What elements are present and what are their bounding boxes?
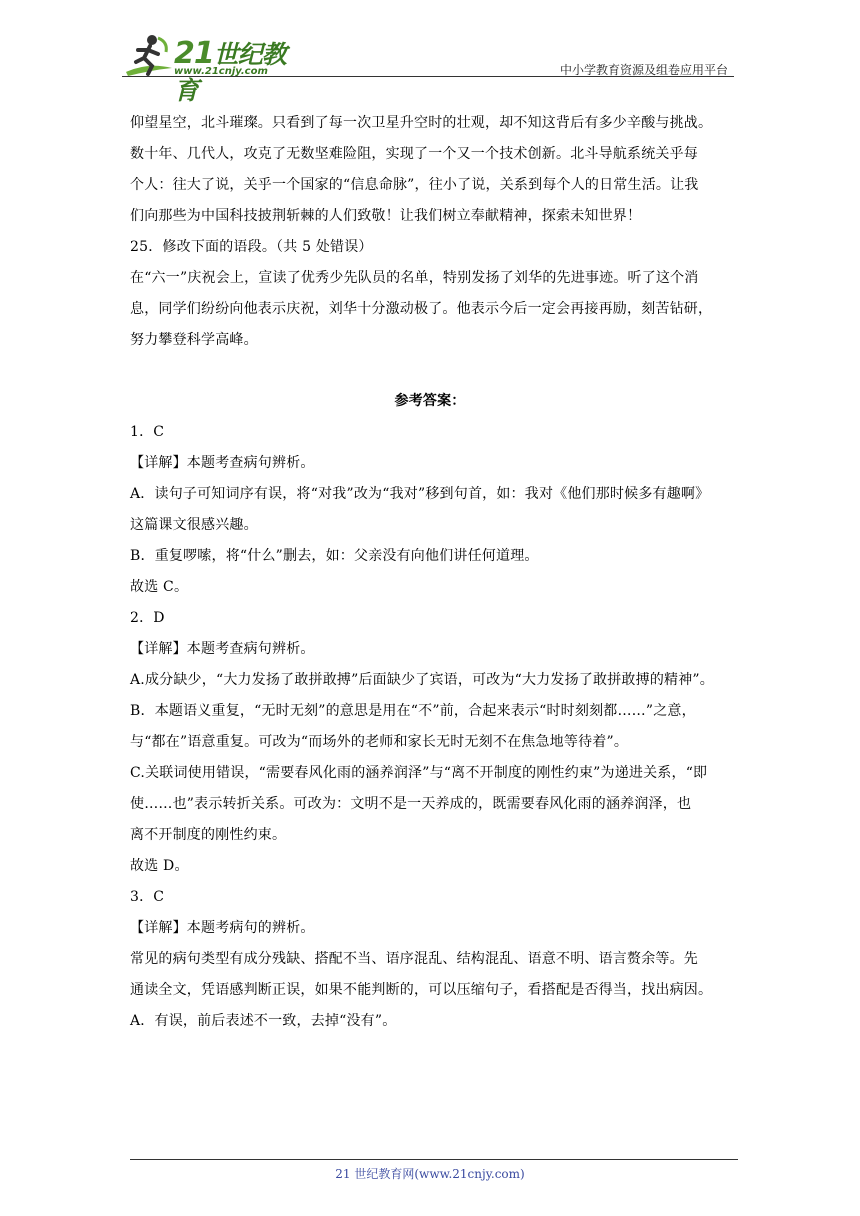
- runner-icon: [122, 32, 174, 80]
- answer-line: A．有误，前后表述不一致，去掉“没有”。: [130, 1013, 397, 1029]
- answer-line: 2．D: [130, 610, 165, 626]
- answer-line: 故选 D。: [130, 858, 189, 874]
- text-line: 们向那些为中国科技披荆斩棘的人们致敬！让我们树立奉献精神，探索未知世界！: [130, 208, 642, 224]
- answer-title: 参考答案：: [394, 393, 466, 409]
- answer-line: 【详解】本题考病句的辨析。: [130, 920, 315, 936]
- answer-line: 3．C: [130, 889, 165, 905]
- answer-line: 故选 C。: [130, 579, 189, 595]
- logo-number: 21: [174, 36, 214, 71]
- document-body: [130, 108, 730, 1037]
- text-line: 数十年、几代人，攻克了无数坚难险阻，实现了一个又一个技术创新。北斗导航系统关乎每: [130, 146, 698, 162]
- answer-line: 通读全文，凭语感判断正误，如果不能判断的，可以压缩句子，看搭配是否得当，找出病因。: [130, 982, 713, 998]
- logo-url: www.21cnjy.com: [174, 66, 268, 77]
- answer-line: 离不开制度的刚性约束。: [130, 827, 287, 843]
- answer-line: A.成分缺少，“大力发扬了敢拼敢搏”后面缺少了宾语，可改为“大力发扬了敢拼敢搏的精神”。: [130, 672, 714, 688]
- text-line: 在“六一”庆祝会上，宣读了优秀少先队员的名单，特别发扬了刘华的先进事迹。听了这个消: [130, 270, 699, 286]
- logo-title: 世纪教育: [174, 40, 286, 105]
- text-line: 个人：往大了说，关乎一个国家的“信息命脉”，往小了说，关系到每个人的日常生活。让我: [130, 177, 699, 193]
- answer-line: A．读句子可知词序有误，将“对我”改为“我对”移到句首，如：我对《他们那时候多有趣啊》: [130, 486, 710, 502]
- footer-link[interactable]: 21 世纪教育网(www.21cnjy.com): [335, 1167, 525, 1181]
- answer-line: 【详解】本题考查病句辨析。: [130, 455, 315, 471]
- answer-line: C.关联词使用错误，“需要春风化雨的涵养润泽”与“离不开制度的刚性约束”为递进关系，“即: [130, 765, 708, 781]
- answer-line: 常见的病句类型有成分残缺、搭配不当、语序混乱、结构混乱、语意不明、语言赘余等。先: [130, 951, 698, 967]
- text-line: 努力攀登科学高峰。: [130, 332, 258, 348]
- answer-line: 这篇课文很感兴趣。: [130, 517, 258, 533]
- text-line: 息，同学们纷纷向他表示庆祝，刘华十分激动极了。他表示今后一定会再接再励，刻苦钻研，: [130, 301, 713, 317]
- answer-line: B．重复啰嗦，将“什么”删去，如：父亲没有向他们讲任何道理。: [130, 548, 539, 564]
- question-25: 25．修改下面的语段。（共 5 处错误）: [130, 239, 373, 255]
- answer-line: 【详解】本题考查病句辨析。: [130, 641, 315, 657]
- text-line: 仰望星空，北斗璀璨。只看到了每一次卫星升空时的壮观，却不知这背后有多少辛酸与挑战。: [130, 115, 713, 131]
- answer-line: B．本题语义重复，“无时无刻”的意思是用在“不”前，合起来表示“时时刻刻都……”之意，: [130, 703, 696, 719]
- page-header: [122, 30, 734, 105]
- site-logo[interactable]: [122, 30, 292, 105]
- answer-line: 使……也”表示转折关系。可改为：文明不是一天养成的，既需要春风化雨的涵养润泽，也: [130, 796, 692, 812]
- header-platform-text: 中小学教育资源及组卷应用平台: [559, 63, 728, 77]
- answer-line: 1．C: [130, 424, 165, 440]
- answer-line: 与“都在”语意重复。可改为“而场外的老师和家长无时无刻不在焦急地等待着”。: [130, 734, 629, 750]
- footer-divider: [130, 1159, 738, 1160]
- header-divider: [122, 76, 734, 77]
